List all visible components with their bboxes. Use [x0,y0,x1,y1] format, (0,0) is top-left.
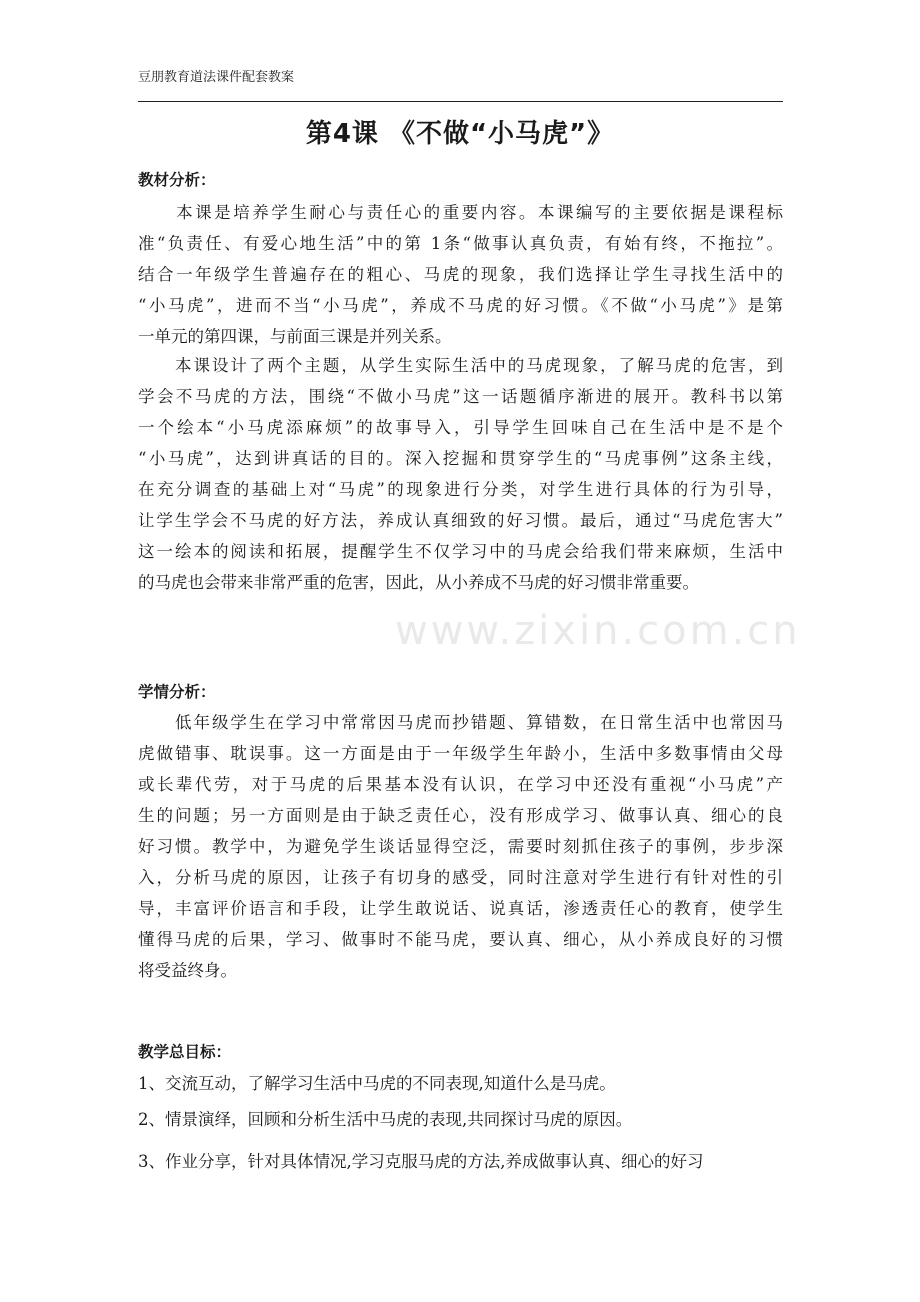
paragraph-line: 让学生学会不马虎的好方法，养成认真细致的好习惯。最后，通过“马虎危害大” [138,511,783,530]
paragraph-line: 懂得马虎的后果，学习、做事时不能马虎，要认真、细心，从小养成良好的习惯 [138,930,783,949]
paragraph-line: 一单元的第四课，与前面三课是并列关系。 [138,327,452,346]
paragraph-line: 入，分析马虎的原因，让孩子有切身的感受，同时注意对学生进行有针对性的引 [138,868,783,887]
paragraph-line: 将受益终身。 [138,961,237,980]
section-heading-students: 学情分析： [138,683,216,701]
paragraph-line: 的马虎也会带来非常严重的危害，因此，从小养成不马虎的好习惯非常重要。 [138,573,699,592]
goal-item: 1、交流互动，了解学习生活中马虎的不同表现,知道什么是马虎。 [138,1074,616,1093]
goal-item: 3、作业分享，针对具体情况,学习克服马虎的方法,养成做事认真、细心的好习 [138,1152,704,1171]
paragraph-line: “小马虎”，进而不当“小马虎”，养成不马虎的好习惯。《不做“小马虎”》是第 [138,296,783,315]
paragraph-line: 本课是培养学生耐心与责任心的重要内容。本课编写的主要依据是课程标 [138,203,783,222]
paragraph-line: “小马虎”，达到讲真话的目的。深入挖掘和贯穿学生的“马虎事例”这条主线， [138,449,783,468]
analysis-paragraph-1 [138,197,783,352]
paragraph-line: 生的问题；另一方面则是由于缺乏责任心，没有形成学习、做事认真、细心的良 [138,806,783,825]
page-title: 第4课 《不做“小马虎”》 [305,119,615,149]
paragraph-line: 本课设计了两个主题，从学生实际生活中的马虎现象，了解马虎的危害，到 [138,356,783,375]
paragraph-line: 这一绘本的阅读和拓展，提醒学生不仅学习中的马虎会给我们带来麻烦，生活中 [138,542,783,561]
paragraph-line: 或长辈代劳，对于马虎的后果基本没有认识，在学习中还没有重视“小马虎”产 [138,775,783,794]
paragraph-line: 虎做错事、耽误事。这一方面是由于一年级学生年龄小，生活中多数事情由父母 [138,744,783,763]
goal-item: 2、情景演绎，回顾和分析生活中马虎的表现,共同探讨马虎的原因。 [138,1110,633,1129]
paragraph-line: 学会不马虎的方法，围绕“不做小马虎”这一话题循序渐进的展开。教科书以第 [138,387,783,406]
section-heading-goals: 教学总目标： [138,1043,232,1061]
paragraph-line: 低年级学生在学习中常常因马虎而抄错题、算错数，在日常生活中也常因马 [138,713,783,732]
paragraph-line: 好习惯。教学中，为避免学生谈话显得空泛，需要时刻抓住孩子的事例，步步深 [138,837,783,856]
paragraph-line: 结合一年级学生普遍存在的粗心、马虎的现象，我们选择让学生寻找生活中的 [138,265,783,284]
paragraph-line: 一个绘本“小马虎添麻烦”的故事导入，引导学生回味自己在生活中是不是个 [138,418,783,437]
header-divider [138,101,783,102]
page-header: 豆朋教育道法课件配套教案 [138,70,295,85]
analysis-paragraph-2 [138,350,783,598]
section-heading-analysis: 教材分析： [138,171,216,189]
paragraph-line: 导，丰富评价语言和手段，让学生敢说话、说真话，渗透责任心的教育，使学生 [138,899,783,918]
watermark-text: www.zixin.com.cn [395,608,801,654]
paragraph-line: 在充分调查的基础上对“马虎”的现象进行分类，对学生进行具体的行为引导， [138,480,783,499]
paragraph-line: 准“负责任、有爱心地生活”中的第 1条“做事认真负责，有始有终，不拖拉”。 [138,234,783,253]
students-paragraph-1 [138,707,783,986]
